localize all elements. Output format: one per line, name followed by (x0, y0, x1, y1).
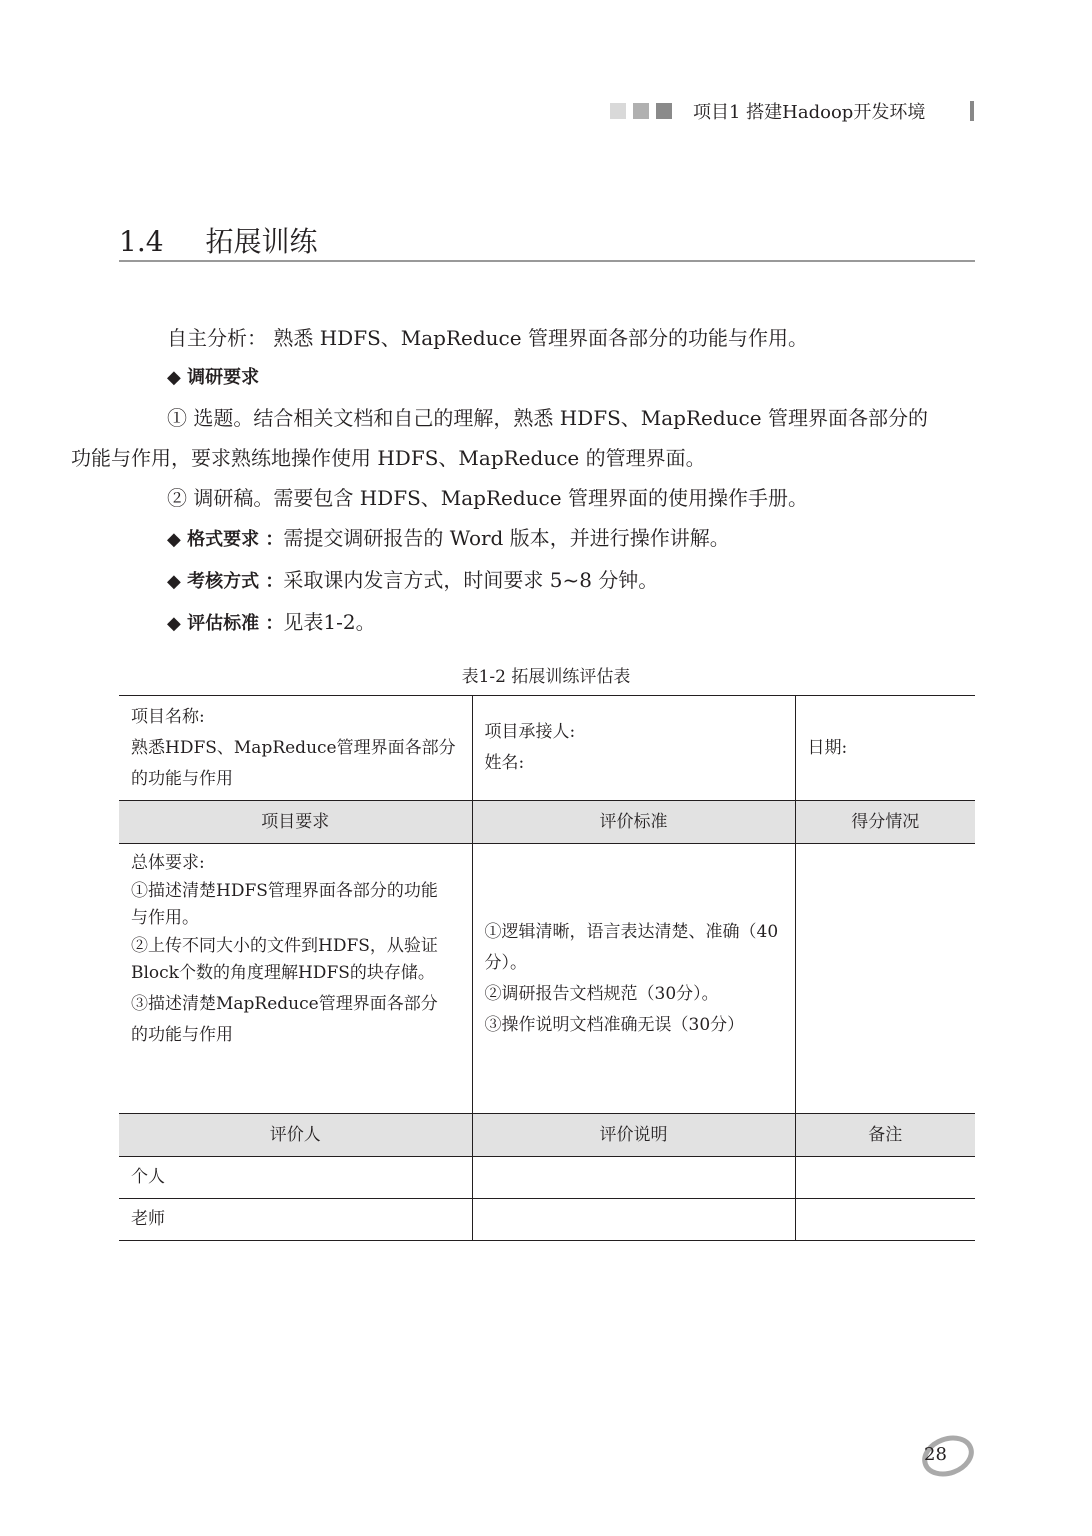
cell-text: 的功能与作用 (131, 1025, 233, 1045)
table-row (119, 844, 975, 1114)
cell-text: 项目名称: (131, 706, 205, 727)
section-number: 1.4 (119, 225, 164, 258)
page-number-badge (918, 1432, 976, 1480)
cell-text: 项目承接人: (484, 722, 576, 742)
header-bar-decoration (970, 101, 974, 121)
cell-text: ①描述清楚HDFS管理界面各部分的功能 (131, 881, 438, 901)
requirements-cell (119, 844, 472, 1114)
standard-label: ◆ 评估标准 ： (167, 613, 284, 634)
evaluator-cell: 老师 (119, 1199, 472, 1241)
header-square-decoration (656, 103, 672, 119)
section-heading (119, 220, 318, 260)
item2-paragraph: ② 调研稿。需要包含 HDFS、MapReduce 管理界面的使用操作手册。 (167, 486, 808, 510)
comment-cell (472, 1157, 795, 1199)
criteria-cell (472, 844, 795, 1114)
table-row (119, 1199, 975, 1241)
item1-paragraph (71, 398, 975, 478)
column-header: 备注 (795, 1114, 975, 1157)
cell-text: ③描述清楚MapReduce管理界面各部分 (131, 994, 438, 1014)
column-header: 评价说明 (472, 1114, 795, 1157)
assess-text: 采取课内发言方式，时间要求 5~8 分钟。 (283, 568, 659, 592)
cell-text: Block个数的角度理解HDFS的块存储。 (131, 963, 435, 983)
header-square-decoration (633, 103, 649, 119)
assess-label: ◆ 考核方式 ： (167, 571, 284, 592)
evaluator-cell: 个人 (119, 1157, 472, 1199)
assess-paragraph (119, 560, 975, 602)
table-row (119, 1157, 975, 1199)
table-caption: 表1-2 拓展训练评估表 (461, 667, 631, 687)
cell-text: 的功能与作用 (131, 768, 233, 789)
cell-text: 熟悉HDFS、MapReduce管理界面各部分 (131, 737, 456, 758)
page-number: 28 (924, 1444, 947, 1465)
format-text: 需提交调研报告的 Word 版本，并进行操作讲解。 (283, 526, 730, 550)
table-header-row (119, 1114, 975, 1157)
column-header: 项目要求 (119, 801, 472, 844)
cell-text: 总体要求: (131, 853, 205, 873)
item1-text-cont: 功能与作用，要求熟练地操作使用 HDFS、MapReduce 的管理界面。 (71, 446, 706, 470)
item1-text: ① 选题。结合相关文档和自己的理解，熟悉 HDFS、MapReduce 管理界面各部分的 (167, 406, 928, 430)
standard-paragraph (119, 602, 975, 644)
standard-text: 见表1-2。 (283, 610, 376, 634)
section-rule (119, 260, 975, 262)
cell-text: 与作用。 (131, 908, 199, 928)
note-cell (795, 1157, 975, 1199)
research-heading: ◆ 调研要求 (167, 367, 260, 388)
table-row (119, 696, 975, 801)
project-name-cell (119, 696, 472, 801)
format-label: ◆ 格式要求 ： (167, 529, 284, 550)
cell-text: ①逻辑清晰，语言表达清楚、准确（40分）。 (484, 921, 779, 973)
cell-text: ③操作说明文档准确无误（30分） (484, 1014, 745, 1035)
cell-text: ②调研报告文档规范（30分）。 (484, 983, 719, 1004)
owner-cell (472, 696, 795, 801)
comment-cell (472, 1199, 795, 1241)
header-square-decoration (610, 103, 626, 119)
format-paragraph (119, 518, 975, 560)
date-cell: 日期: (795, 696, 975, 801)
column-header: 得分情况 (795, 801, 975, 844)
column-header: 评价人 (119, 1114, 472, 1157)
running-header (610, 98, 925, 124)
cell-text: ②上传不同大小的文件到HDFS，从验证 (131, 936, 438, 956)
cell-text: 姓名: (484, 753, 525, 773)
intro-paragraph: 自主分析： 熟悉 HDFS、MapReduce 管理界面各部分的功能与作用。 (167, 326, 808, 350)
column-header: 评价标准 (472, 801, 795, 844)
body-text (71, 318, 975, 644)
table-header-row (119, 801, 975, 844)
section-title: 拓展训练 (205, 225, 318, 258)
header-title: 项目1 搭建Hadoop开发环境 (693, 102, 926, 123)
evaluation-table (119, 695, 975, 1241)
score-cell (795, 844, 975, 1114)
note-cell (795, 1199, 975, 1241)
